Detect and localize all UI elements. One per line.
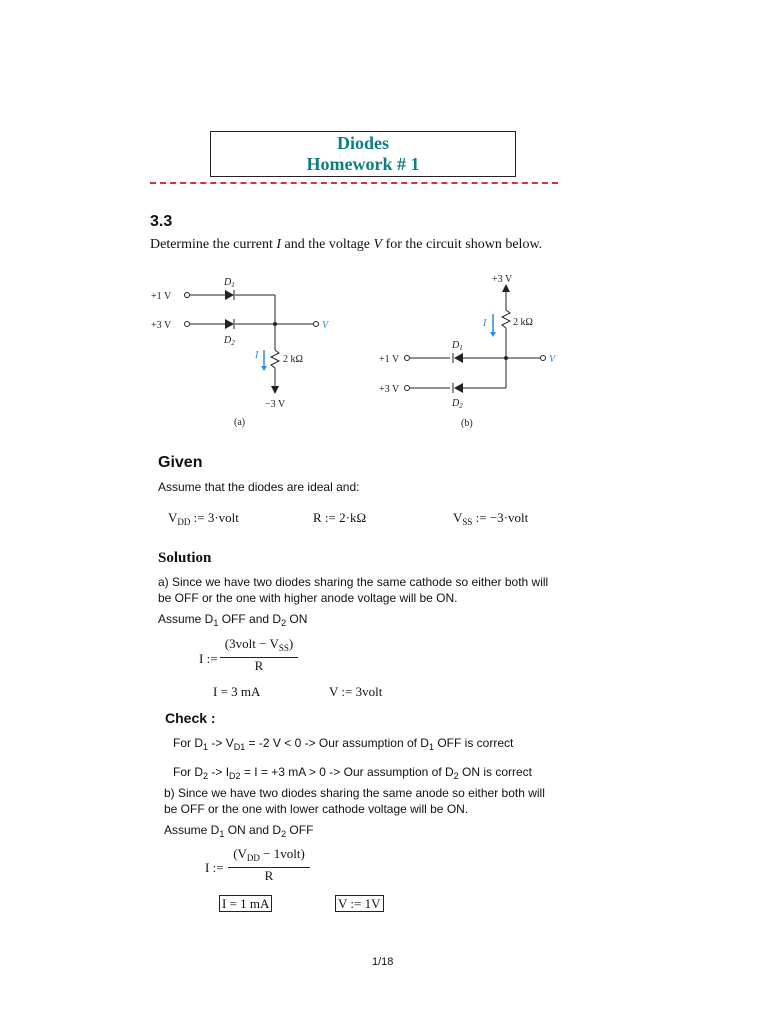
- result-a-current: I = 3 mA: [213, 684, 261, 699]
- result-a-voltage: V := 3volt: [329, 684, 383, 699]
- circuit-b-output-label: V: [549, 354, 556, 365]
- check-line1: For $D_1 -> V_{D1} = -2$ V < 0 -> Our assumption of $D_1$ OFF is correct: [173, 736, 514, 752]
- circuit-b-d2: $D_2$: [452, 398, 463, 410]
- circuit-a-src2: +3 V: [151, 320, 172, 331]
- circuit-a-resistor-label: 2 kΩ: [283, 354, 303, 365]
- title-line1: Diodes: [336, 133, 389, 153]
- circuit-a-d2: $D_2$: [224, 335, 235, 347]
- given-vdd: $V_{DD}$ := 3·volt: [168, 510, 239, 527]
- circuit-b-diagram: [375, 270, 575, 435]
- page-number: 1/18: [372, 956, 394, 968]
- given-r: R := 2·kΩ: [313, 510, 367, 525]
- circuit-b-resistor-label: 2 kΩ: [513, 317, 533, 328]
- circuit-a-src1: +1 V: [151, 291, 172, 302]
- dashed-divider: [150, 182, 558, 184]
- circuit-a-diagram: [145, 270, 345, 435]
- assume-b: Assume $D_1$ ON and $D_2$ OFF: [164, 823, 314, 839]
- given-text: Assume that the diodes are ideal and:: [158, 480, 360, 494]
- eq-b-lhs: I :=: [205, 860, 224, 875]
- result-b-current: I = 1 mA: [219, 896, 272, 912]
- given-heading: Given: [158, 454, 203, 471]
- solution-a-line1: a) Since we have two diodes sharing the same cathode so either both will: [158, 575, 549, 589]
- eq-b-denominator: R: [264, 868, 274, 883]
- circuit-b-src1: +1 V: [379, 354, 400, 365]
- check-line2: For $D_2 -> I_{D2} = I = +3$ mA > 0 -> Our assumption of $D_2$ ON is correct: [173, 765, 533, 781]
- circuit-b-current-label: I: [483, 318, 487, 329]
- eq-a-numerator: (3volt − $V_{SS}$): [224, 636, 294, 653]
- eq-a-denominator: R: [254, 658, 264, 673]
- solution-b-line1: b) Since we have two diodes sharing the same anode so either both will: [164, 786, 545, 800]
- title-box: [210, 131, 516, 177]
- problem-number: 3.3: [150, 213, 173, 230]
- circuit-a-neg-supply: −3 V: [265, 399, 286, 410]
- circuit-a-output-label: V: [322, 320, 329, 331]
- result-b-voltage: V := 1V: [335, 896, 384, 912]
- solution-a-line2: be OFF or the one with higher anode voltage will be ON.: [158, 591, 458, 605]
- solution-heading: Solution: [158, 550, 212, 566]
- circuit-b-caption: (b): [461, 418, 473, 429]
- circuit-a-current-label: I: [255, 350, 259, 361]
- circuit-b-d1: $D_1$: [452, 340, 463, 352]
- circuit-a-d1: $D_1$: [224, 277, 235, 289]
- eq-a-lhs: I :=: [199, 651, 218, 666]
- given-vss: $V_{SS}$ := −3·volt: [453, 510, 529, 527]
- check-heading: Check :: [165, 710, 216, 726]
- circuit-b-src2: +3 V: [379, 384, 400, 395]
- circuit-b-top-supply: +3 V: [492, 274, 513, 285]
- solution-b-line2: be OFF or the one with lower cathode voltage will be ON.: [164, 802, 469, 816]
- title-line2: Homework # 1: [306, 154, 420, 174]
- eq-b-numerator: ($V_{DD}$ − 1volt): [233, 846, 305, 863]
- problem-statement: Determine the current I and the voltage V for the circuit shown below.: [150, 237, 543, 252]
- assume-a: Assume $D_1$ OFF and $D_2$ ON: [158, 612, 308, 628]
- circuit-a-caption: (a): [234, 417, 246, 428]
